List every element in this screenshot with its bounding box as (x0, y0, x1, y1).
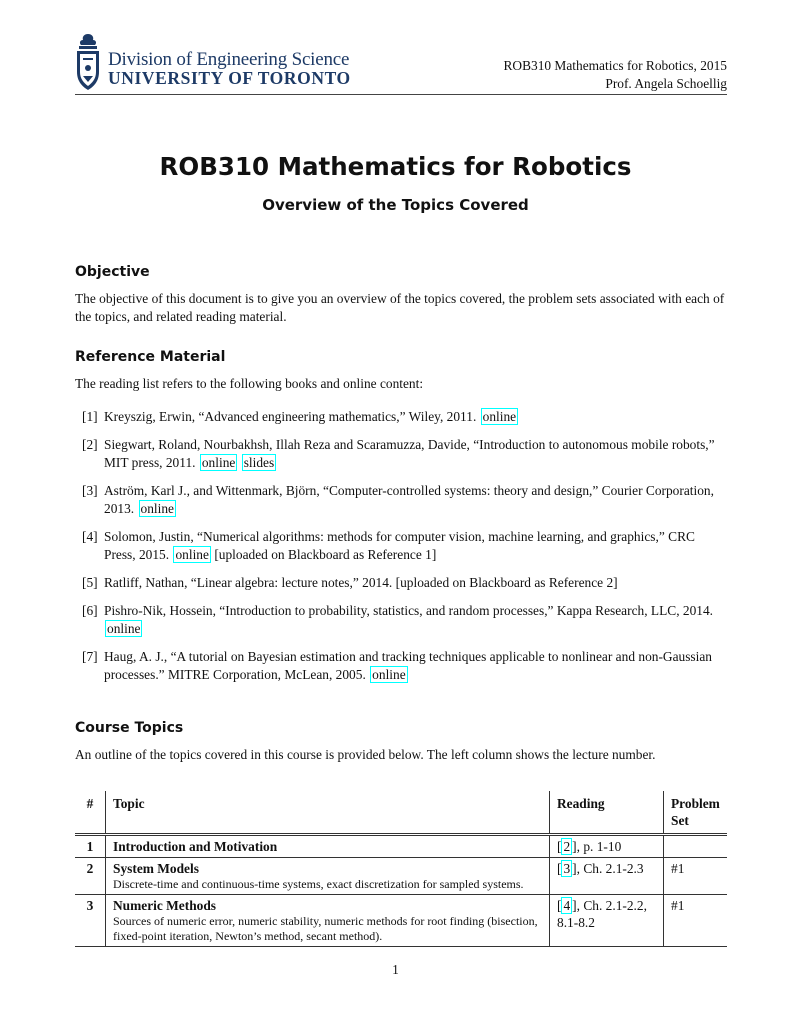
reference-link-online[interactable]: online (175, 547, 209, 562)
document-subtitle: Overview of the Topics Covered (262, 196, 529, 214)
topic-title: Introduction and Motivation (113, 839, 278, 854)
reference-number: [6] (82, 603, 98, 618)
reference-number: [1] (82, 409, 98, 424)
crest-icon (75, 32, 101, 92)
reference-item (75, 436, 727, 472)
header-num: # (75, 791, 106, 835)
reference-item (75, 482, 727, 518)
reference-number: [7] (82, 649, 98, 664)
topic-description: Sources of numeric error, numeric stability, numeric methods for root finding (bisection, fixed-point iteration, Newton’s method, secant method). (113, 914, 538, 943)
topic-cell (106, 858, 550, 895)
reference-material-section (75, 348, 727, 393)
table-row (75, 858, 727, 895)
reading-cell: [ 2 ], p. 1-10 (550, 835, 664, 858)
reference-text: Siegwart, Roland, Nourbakhsh, Illah Reza and Scaramuzza, Davide, “Introduction to autonomous mobile robots,” MIT press, 2011. (104, 437, 715, 470)
reading-reference-link[interactable]: 4 (563, 898, 571, 913)
reference-text: Haug, A. J., “A tutorial on Bayesian estimation and tracking techniques applicable to nonlinear and non-Gaussian processes.” MITRE Corporation, McLean, 2005. (104, 649, 713, 682)
topic-cell (106, 835, 550, 858)
reference-text: Kreyszig, Erwin, “Advanced engineering mathematics,” Wiley, 2011. (104, 409, 477, 424)
course-topics-section (75, 719, 727, 764)
reference-text: Aström, Karl J., and Wittenmark, Björn, “Computer-controlled systems: theory and design,” Courier Corporation, 2013. (104, 483, 714, 516)
reference-link-online[interactable]: online (372, 667, 406, 682)
header-instructor-line: Prof. Angela Schoellig (605, 76, 727, 91)
header-course-info (503, 57, 727, 93)
reference-list (75, 408, 727, 694)
reference-item (75, 602, 727, 638)
topic-cell (106, 895, 550, 947)
course-topics-intro: An outline of the topics covered in this course is provided below. The left column shows the lecture number. (75, 747, 656, 762)
lecture-number: 1 (75, 835, 106, 858)
objective-heading: Objective (75, 264, 150, 280)
header-course-line: ROB310 Mathematics for Robotics, 2015 (503, 58, 727, 73)
table-body (75, 835, 727, 947)
reference-text: Ratliff, Nathan, “Linear algebra: lecture notes,” 2014. (104, 575, 393, 590)
topic-title: System Models (113, 861, 199, 876)
reference-item (75, 528, 727, 564)
reference-text: Pishro-Nik, Hossein, “Introduction to probability, statistics, and random processes,” Kappa Research, LLC, 2014. (104, 603, 714, 618)
logo-division-text: Division of Engineering Science (108, 49, 350, 70)
topics-table (75, 791, 727, 947)
problem-set-cell (664, 835, 728, 858)
reading-cell: [ 4 ], Ch. 2.1-2.2, 8.1-8.2 (550, 895, 664, 947)
reference-heading: Reference Material (75, 349, 226, 365)
problem-set-cell: #1 (671, 898, 685, 913)
reading-reference-link[interactable]: 3 (563, 861, 571, 876)
reading-reference-link[interactable]: 2 (563, 839, 571, 854)
reference-link-online[interactable]: online (201, 455, 236, 470)
logo-university-text: UNIVERSITY OF TORONTO (108, 68, 351, 88)
header-reading: Reading (550, 791, 664, 835)
page-header (75, 30, 727, 94)
reference-item (75, 648, 727, 684)
reference-number: [4] (82, 529, 98, 544)
objective-section (75, 263, 727, 326)
reference-link-slides[interactable]: slides (243, 455, 275, 470)
reference-intro: The reading list refers to the following books and online content: (75, 376, 424, 391)
topic-title: Numeric Methods (113, 898, 217, 913)
page-number: 1 (392, 962, 399, 977)
reading-pages: , Ch. 2.1-2.2, 8.1-8.2 (557, 898, 647, 930)
document-title: ROB310 Mathematics for Robotics (159, 152, 632, 181)
course-topics-heading: Course Topics (75, 720, 184, 736)
reference-note: [uploaded on Blackboard as Reference 2] (395, 575, 618, 590)
reference-text: Solomon, Justin, “Numerical algorithms: methods for computer vision, machine learning, and graphics,” CRC Press, 2015. (104, 529, 695, 562)
reference-number: [5] (82, 575, 98, 590)
reading-pages: , p. 1-10 (576, 839, 622, 854)
reference-note: [uploaded on Blackboard as Reference 1] (214, 547, 437, 562)
table-row (75, 835, 727, 858)
topic-description: Discrete-time and continuous-time systems, exact discretization for sampled systems. (113, 877, 524, 891)
lecture-number: 3 (75, 895, 106, 947)
reference-link-online[interactable]: online (482, 409, 517, 424)
reading-cell: [ 3 ], Ch. 2.1-2.3 (550, 858, 664, 895)
university-logo (75, 32, 351, 92)
reference-link-online[interactable]: online (140, 501, 174, 516)
table-header-row (75, 791, 727, 835)
reading-pages: , Ch. 2.1-2.3 (576, 861, 644, 876)
header-rule (75, 94, 727, 95)
objective-text: The objective of this document is to give you an overview of the topics covered, the problem sets associated with each of the topics, and related reading material. (75, 291, 725, 324)
reference-number: [2] (82, 437, 98, 452)
lecture-number: 2 (75, 858, 106, 895)
header-topic: Topic (106, 791, 550, 835)
reference-number: [3] (82, 483, 98, 498)
table-row (75, 895, 727, 947)
problem-set-cell: #1 (671, 861, 685, 876)
reference-item (75, 408, 727, 426)
reference-link-online[interactable]: online (107, 621, 141, 636)
reference-item (75, 574, 727, 592)
header-problem-set: Problem Set (671, 796, 720, 828)
